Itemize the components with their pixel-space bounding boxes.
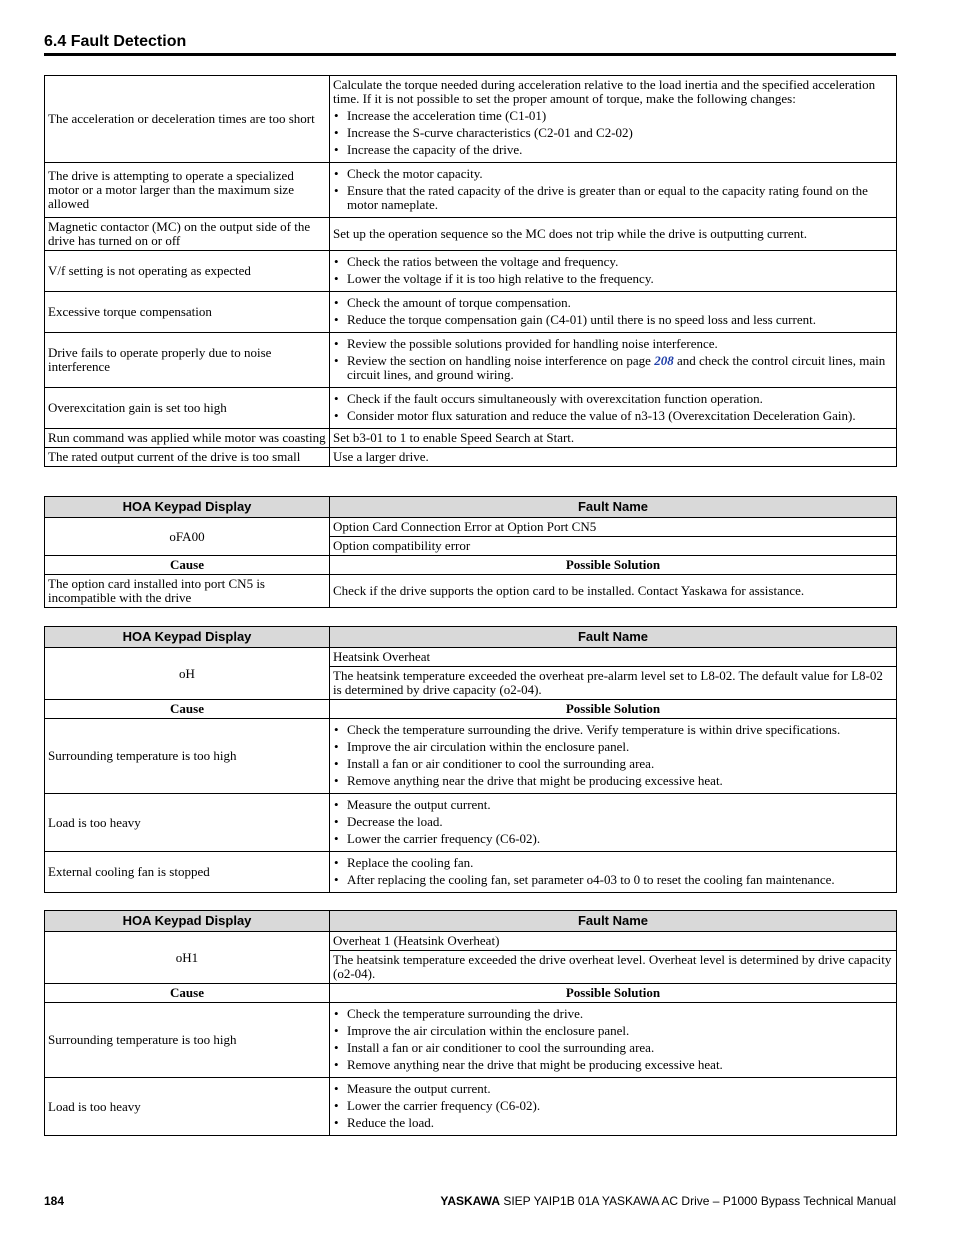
cause-cell: Surrounding temperature is too high — [45, 1003, 330, 1078]
solution-cell — [330, 76, 897, 163]
document-title: SIEP YAIP1B 01A YASKAWA AC Drive – P1000 Bypass Technical Manual — [500, 1194, 896, 1208]
solution-list — [333, 109, 893, 157]
fault-name: Heatsink Overheat — [330, 648, 897, 667]
solution-cell — [330, 1078, 897, 1136]
solution-list — [333, 1082, 893, 1130]
cause-cell: The acceleration or deceleration times are too short — [45, 76, 330, 163]
cause-cell: Excessive torque compensation — [45, 292, 330, 333]
fault-description: The heatsink temperature exceeded the overheat pre-alarm level set to L8-02. The default value for L8-02 is determined by drive capacity (o2-04). — [330, 667, 897, 700]
solution-cell: Set b3-01 to 1 to enable Speed Search at Start. — [330, 429, 897, 448]
list-item: • Increase the acceleration time (C1-01) — [333, 109, 893, 123]
ofa00-fault-table — [44, 496, 897, 608]
solution-cell: Use a larger drive. — [330, 448, 897, 467]
table-row — [45, 76, 897, 163]
solution-cell — [330, 719, 897, 794]
cause-cell: Run command was applied while motor was coasting — [45, 429, 330, 448]
oh-fault-table — [44, 626, 897, 893]
solution-cell: Set up the operation sequence so the MC does not trip while the drive is outputting current. — [330, 218, 897, 251]
table-row — [45, 429, 897, 448]
solution-list — [333, 723, 893, 788]
solution-list — [333, 798, 893, 846]
solution-intro: Calculate the torque needed during acceleration relative to the load inertia and the specified acceleration time. If it is not possible to set the proper amount of torque, make the following changes: — [333, 77, 876, 106]
table-row — [45, 719, 897, 794]
cause-cell: V/f setting is not operating as expected — [45, 251, 330, 292]
list-item: • Check the ratios between the voltage and frequency. — [333, 255, 893, 269]
list-item: • Install a fan or air conditioner to cool the surrounding area. — [333, 757, 893, 771]
list-item: • Lower the voltage if it is too high relative to the frequency. — [333, 272, 893, 286]
noise-text-post: and check the control circuit lines, main circuit lines, and ground wiring. — [347, 353, 886, 382]
cause-cell: Load is too heavy — [45, 1078, 330, 1136]
fault-code: oFA00 — [45, 518, 330, 556]
cause-cell: Magnetic contactor (MC) on the output side of the drive has turned on or off — [45, 218, 330, 251]
noise-text-pre: Review the section on handling noise interference on page — [347, 353, 655, 368]
fault-name-header: Fault Name — [330, 911, 897, 932]
fault-name: Option Card Connection Error at Option Port CN5 — [330, 518, 897, 537]
fault-code: oH1 — [45, 932, 330, 984]
table-row — [45, 1078, 897, 1136]
fault-name-header: Fault Name — [330, 497, 897, 518]
solution-list — [333, 392, 893, 423]
solution-list — [333, 167, 893, 212]
list-item: • Check if the fault occurs simultaneously with overexcitation function operation. — [333, 392, 893, 406]
cause-cell: Surrounding temperature is too high — [45, 719, 330, 794]
list-item: • Ensure that the rated capacity of the drive is greater than or equal to the capacity rating found on the motor nameplate. — [333, 184, 893, 212]
solution-list — [333, 1007, 893, 1072]
list-item: • Lower the carrier frequency (C6-02). — [333, 832, 893, 846]
solution-list — [333, 337, 893, 382]
list-item: • Reduce the torque compensation gain (C4-01) until there is no speed loss and less current. — [333, 313, 893, 327]
list-item: • Review the possible solutions provided for handling noise interference. — [333, 337, 893, 351]
page-number: 184 — [44, 1194, 65, 1208]
table-row — [45, 292, 897, 333]
solution-list — [333, 856, 893, 887]
table-row — [45, 218, 897, 251]
display-header: HOA Keypad Display — [45, 911, 330, 932]
list-item: • Check the amount of torque compensation. — [333, 296, 893, 310]
solution-list — [333, 296, 893, 327]
solution-cell — [330, 794, 897, 852]
list-item: • Measure the output current. — [333, 798, 893, 812]
list-item: • Measure the output current. — [333, 1082, 893, 1096]
list-item: • Improve the air circulation within the enclosure panel. — [333, 740, 893, 754]
solution-cell — [330, 333, 897, 388]
oh1-fault-table — [44, 910, 897, 1136]
fault-continuation-table — [44, 75, 897, 467]
list-item: • Check the motor capacity. — [333, 167, 893, 181]
cause-header: Cause — [45, 556, 330, 575]
page-208-link[interactable]: 208 — [654, 353, 674, 368]
list-item: • Decrease the load. — [333, 815, 893, 829]
cause-cell: Drive fails to operate properly due to noise interference — [45, 333, 330, 388]
table-row — [45, 1003, 897, 1078]
list-item: • After replacing the cooling fan, set parameter o4-03 to 0 to reset the cooling fan maintenance. — [333, 873, 893, 887]
solution-cell — [330, 163, 897, 218]
table-row — [45, 852, 897, 893]
solution-header: Possible Solution — [330, 984, 897, 1003]
table-row — [45, 575, 897, 608]
list-item: • Increase the S-curve characteristics (C2-01 and C2-02) — [333, 126, 893, 140]
list-item: • Replace the cooling fan. — [333, 856, 893, 870]
list-item: • Check the temperature surrounding the drive. — [333, 1007, 893, 1021]
page-footer — [44, 1194, 896, 1210]
list-item: • Increase the capacity of the drive. — [333, 143, 893, 157]
solution-cell — [330, 292, 897, 333]
cause-header: Cause — [45, 984, 330, 1003]
cause-header: Cause — [45, 700, 330, 719]
solution-header: Possible Solution — [330, 556, 897, 575]
cause-cell: The option card installed into port CN5 is incompatible with the drive — [45, 575, 330, 608]
cause-cell: Overexcitation gain is set too high — [45, 388, 330, 429]
solution-cell — [330, 388, 897, 429]
cause-cell: External cooling fan is stopped — [45, 852, 330, 893]
table-row — [45, 251, 897, 292]
section-title: 6.4 Fault Detection — [44, 33, 896, 56]
cause-cell: The rated output current of the drive is too small — [45, 448, 330, 467]
list-item: • Improve the air circulation within the enclosure panel. — [333, 1024, 893, 1038]
solution-cell: Check if the drive supports the option card to be installed. Contact Yaskawa for assistance. — [330, 575, 897, 608]
solution-cell — [330, 251, 897, 292]
fault-code: oH — [45, 648, 330, 700]
list-item: • Remove anything near the drive that might be producing excessive heat. — [333, 1058, 893, 1072]
fault-name: Overheat 1 (Heatsink Overheat) — [330, 932, 897, 951]
list-item: • Install a fan or air conditioner to cool the surrounding area. — [333, 1041, 893, 1055]
display-header: HOA Keypad Display — [45, 627, 330, 648]
table-row — [45, 388, 897, 429]
list-item: • Consider motor flux saturation and reduce the value of n3-13 (Overexcitation Deceleration Gain). — [333, 409, 893, 423]
fault-name-header: Fault Name — [330, 627, 897, 648]
table-row — [45, 333, 897, 388]
list-item: • Check the temperature surrounding the drive. Verify temperature is within drive specifications. — [333, 723, 893, 737]
list-item — [333, 354, 893, 382]
table-row — [45, 163, 897, 218]
solution-cell — [330, 1003, 897, 1078]
list-item: • Reduce the load. — [333, 1116, 893, 1130]
fault-description: Option compatibility error — [330, 537, 897, 556]
solution-list — [333, 255, 893, 286]
solution-cell — [330, 852, 897, 893]
list-item: • Remove anything near the drive that might be producing excessive heat. — [333, 774, 893, 788]
cause-cell: The drive is attempting to operate a specialized motor or a motor larger than the maximum size allowed — [45, 163, 330, 218]
table-row — [45, 794, 897, 852]
display-header: HOA Keypad Display — [45, 497, 330, 518]
table-row — [45, 448, 897, 467]
cause-cell: Load is too heavy — [45, 794, 330, 852]
fault-description: The heatsink temperature exceeded the drive overheat level. Overheat level is determined by drive capacity (o2-04). — [330, 951, 897, 984]
solution-header: Possible Solution — [330, 700, 897, 719]
list-item: • Lower the carrier frequency (C6-02). — [333, 1099, 893, 1113]
footer-title — [440, 1194, 896, 1208]
brand-name: YASKAWA — [440, 1194, 500, 1208]
